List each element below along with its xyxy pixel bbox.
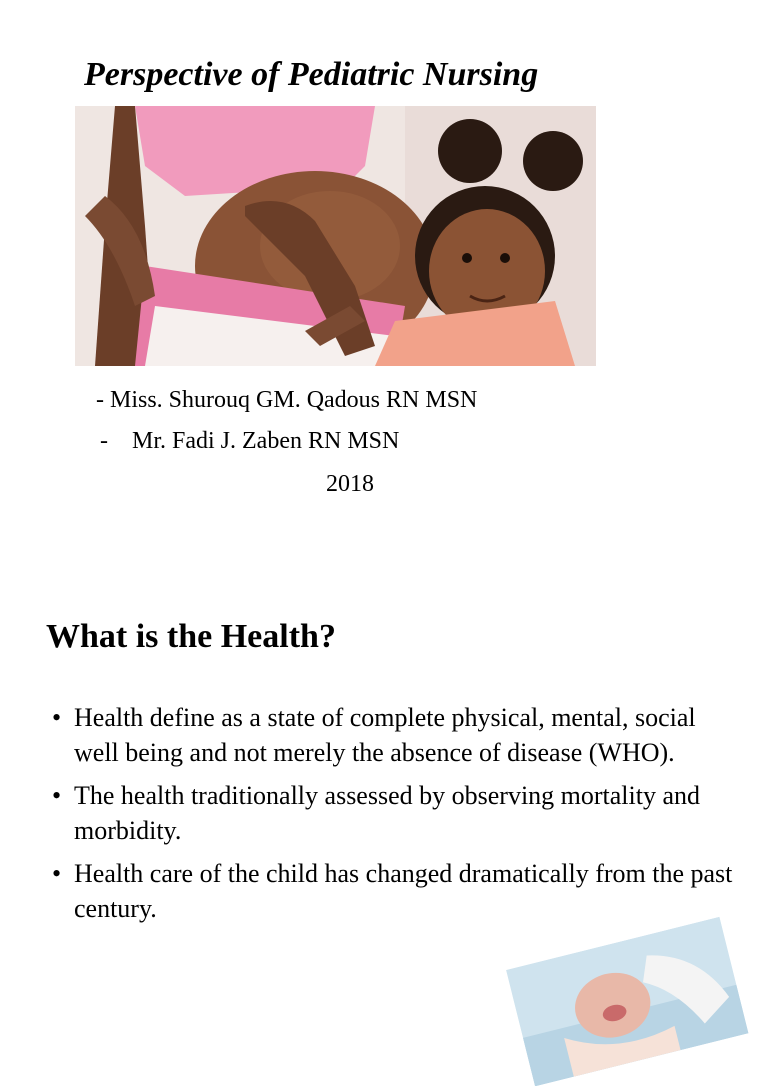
list-item [46, 778, 736, 848]
bullet-text: Health define as a state of complete physical, mental, social well being and not merely the absence of disease (WHO). [74, 703, 696, 767]
author-2-dash: - [100, 428, 108, 454]
slide-2 [0, 576, 768, 1024]
bullet-list [46, 700, 736, 934]
bullet-text: The health traditionally assessed by observing mortality and morbidity. [74, 781, 701, 845]
bullet-icon: • [52, 781, 62, 810]
newborn-photo [506, 917, 748, 1086]
list-item [46, 700, 736, 770]
bullet-text: Health care of the child has changed dramatically from the past century. [74, 859, 733, 923]
bullet-icon: • [52, 859, 62, 888]
bullet-icon: • [52, 703, 62, 732]
pregnant-mother-and-child-photo [75, 106, 596, 366]
photo-illustration [75, 106, 596, 366]
author-2 [100, 428, 399, 455]
newborn-illustration [506, 917, 748, 1086]
slide-title: What is the Health? [46, 618, 336, 655]
year: 2018 [326, 471, 374, 497]
list-item [46, 856, 736, 926]
slide-title: Perspective of Pediatric Nursing [84, 56, 539, 93]
author-1: - Miss. Shurouq GM. Qadous RN MSN [96, 387, 478, 413]
author-2-name: Mr. Fadi J. Zaben RN MSN [132, 428, 400, 454]
